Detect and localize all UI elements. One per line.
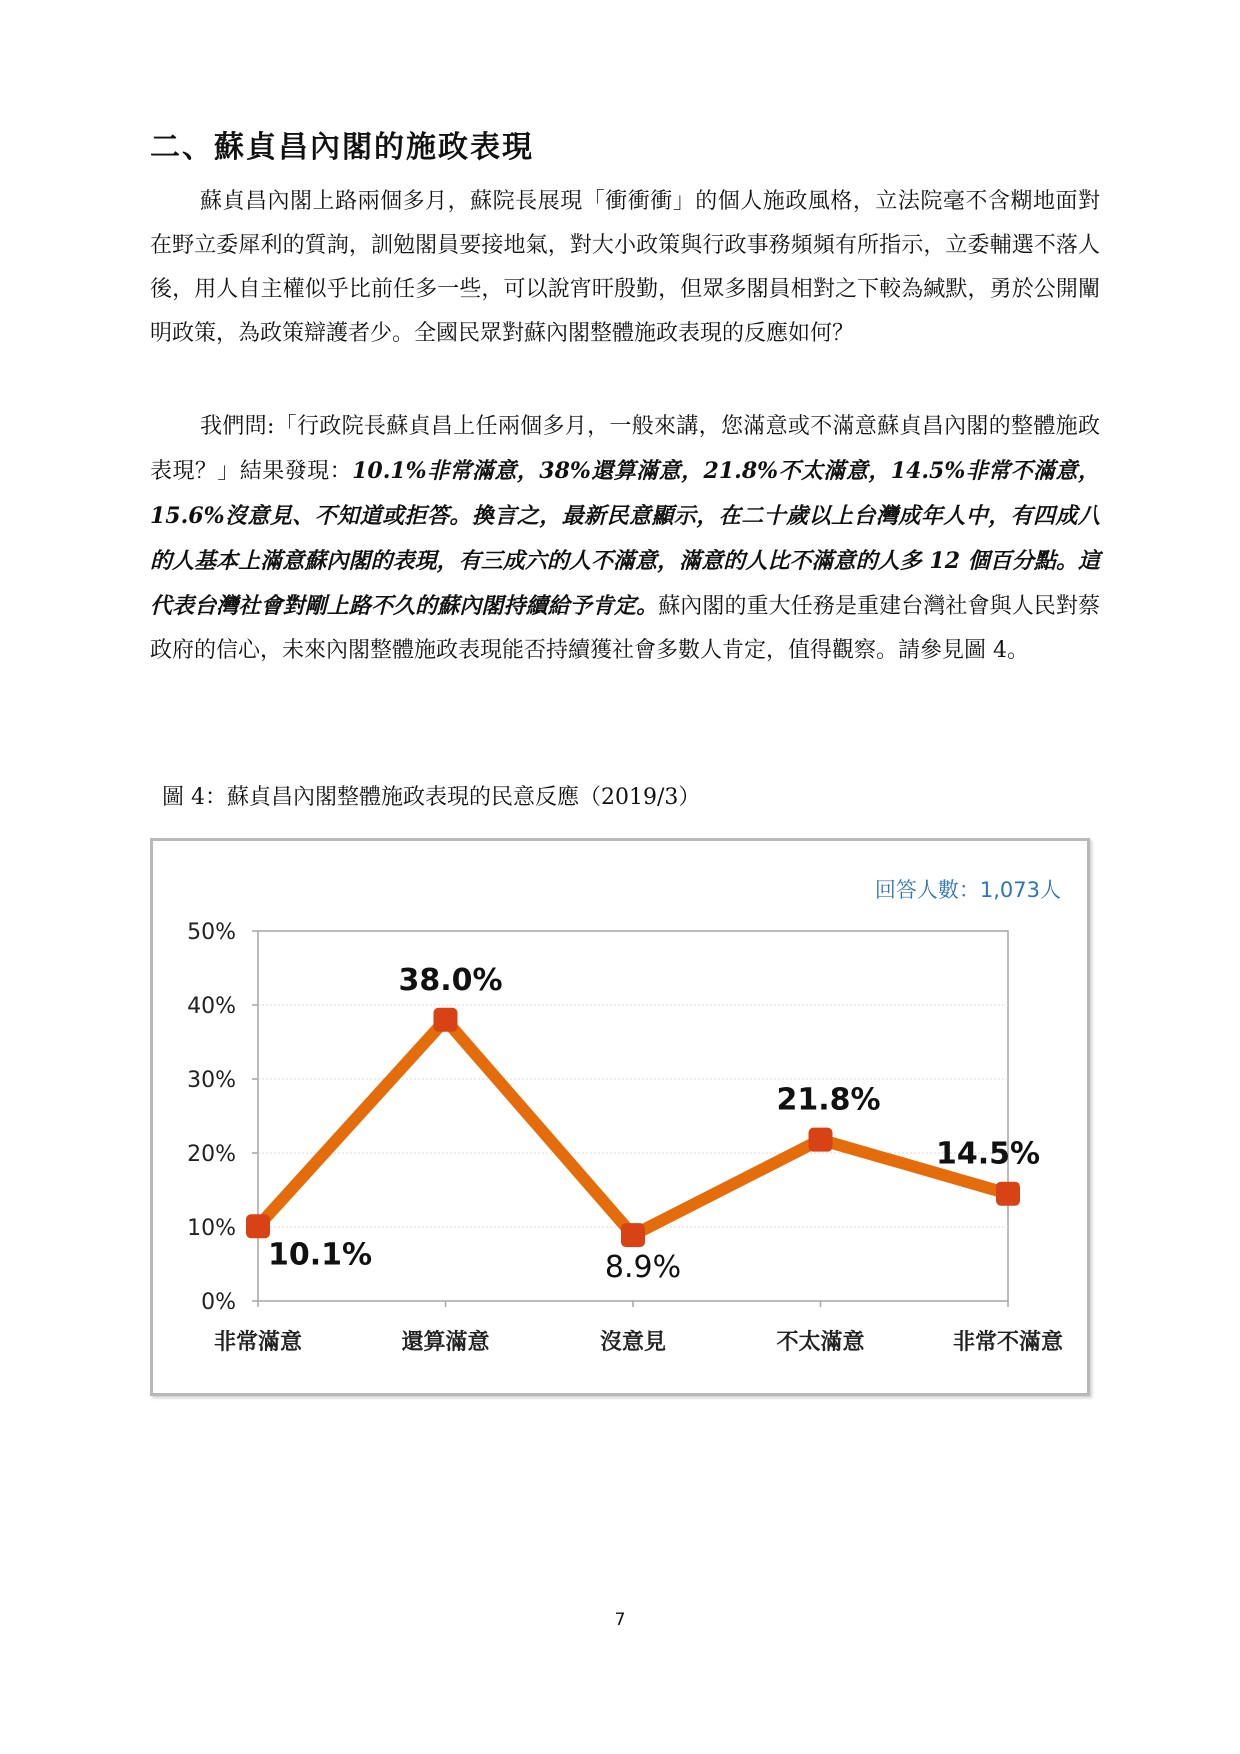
y-tick-label: 10% [187, 1216, 236, 1241]
data-point-marker [246, 1214, 270, 1238]
y-tick-label: 30% [187, 1068, 236, 1093]
y-tick-label: 40% [187, 994, 236, 1019]
satisfaction-line-chart [153, 841, 1087, 1393]
data-label: 14.5% [935, 1136, 1041, 1172]
x-category-label: 不太滿意 [776, 1330, 865, 1355]
data-label: 38.0% [398, 962, 503, 998]
paragraph-poll-emphasis: 10.1%非常滿意，38%還算滿意，21.8%不太滿意，14.5%非常不滿意，15.6%沒意見、不知道或拒答。換言之，最新民意顯示，在二十歲以上台灣成年人中，有四成八的人基本上滿意蘇內閣的表現，有三成六的人不滿意，滿意的人比不滿意的人多 12 個百分點。這代表台灣社會對剛上路不久的蘇內閣持續給予肯定。 [150, 458, 1100, 619]
y-tick-label: 0% [201, 1290, 236, 1315]
x-category-label: 還算滿意 [401, 1330, 490, 1355]
section-heading: 二、蘇貞昌內閣的施政表現 [150, 130, 534, 165]
x-category-label: 非常滿意 [213, 1330, 303, 1355]
data-point-marker [996, 1182, 1020, 1206]
paragraph-cabinet-style: 蘇貞昌內閣上路兩個多月，蘇院長展現「衝衝衝」的個人施政風格，立法院毫不含糊地面對在野立委犀利的質詢，訓勉閣員要接地氣，對大小政策與行政事務頻頻有所指示，立委輔選不落人後，用人自主權似乎比前任多一些，可以說宵旰殷勤，但眾多閣員相對之下較為緘默，勇於公開闡明政策，為政策辯護者少。全國民眾對蘇內閣整體施政表現的反應如何？ [150, 189, 1100, 346]
paragraph-poll-intro: 我們問:「行政院長蘇貞昌上任兩個多月，一般來講，您滿意或不滿意蘇貞昌內閣的整體施政表現？」結果發現： [150, 414, 1100, 484]
page-number: 7 [614, 1610, 626, 1630]
data-label: 8.9% [604, 1250, 682, 1286]
sample-size-note: 回答人數：1,073人 [874, 878, 1061, 902]
data-point-marker [621, 1223, 645, 1247]
data-label: 10.1% [267, 1237, 373, 1273]
data-point-marker [809, 1128, 833, 1152]
data-label: 21.8% [776, 1082, 881, 1118]
y-tick-label: 50% [187, 920, 236, 945]
y-tick-label: 20% [187, 1142, 236, 1167]
x-category-label: 沒意見 [599, 1330, 667, 1355]
data-point-marker [434, 1008, 458, 1032]
paragraph-poll-result [150, 405, 1100, 673]
x-category-label: 非常不滿意 [952, 1330, 1064, 1355]
figure-caption: 圖 4：蘇貞昌內閣整體施政表現的民意反應（2019/3） [162, 785, 701, 810]
chart-frame [150, 838, 1090, 1396]
paragraph-poll-outro: 蘇內閣的重大任務是重建台灣社會與人民對蔡政府的信心，未來內閣整體施政表現能否持續獲社會多數人肯定，值得觀察。請參見圖 4。 [150, 594, 1100, 663]
